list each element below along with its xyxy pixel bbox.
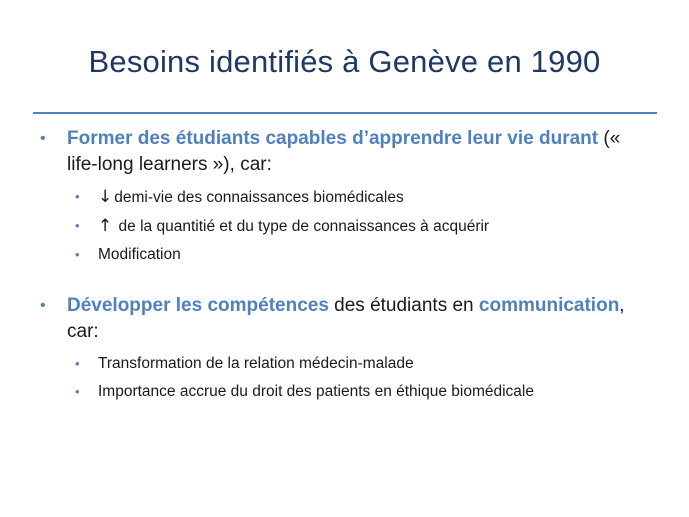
sub-point-1-1 <box>67 183 650 212</box>
sub-point-text: Transformation de la relation médecin-malade <box>98 355 414 372</box>
point-2-highlight: Développer les compétences <box>67 295 329 316</box>
bullet-marker: • <box>40 130 46 147</box>
point-2-highlight-2: communication <box>478 295 620 316</box>
bullet-marker: • <box>40 297 46 314</box>
sub-bullet-marker: • <box>75 247 80 262</box>
point-1-text: (« life-long learners »), car: <box>67 128 621 175</box>
sub-bullet-marker: • <box>75 356 80 371</box>
sub-point-text: de la quantitié et du type de connaissances à acquérir <box>114 218 490 235</box>
sub-point-1-2 <box>67 212 650 241</box>
arrow-down-icon: ↓ <box>98 187 113 207</box>
sub-bullet-marker: • <box>75 218 80 233</box>
slide-title: Besoins identifiés à Genève en 1990 <box>88 44 601 79</box>
sub-point-2-1 <box>67 350 650 378</box>
point-2-text-2: , car: <box>67 295 625 342</box>
sub-point-1-3 <box>67 241 650 269</box>
point-2-text: des étudiants en <box>328 295 479 316</box>
arrow-up-icon: ↑ <box>98 216 113 236</box>
sub-bullet-marker: • <box>75 384 80 399</box>
sub-point-2-2 <box>67 378 650 406</box>
sublist-1 <box>67 183 650 269</box>
title-divider <box>33 112 657 114</box>
sub-point-text: Modification <box>98 246 181 263</box>
sub-point-text: Importance accrue du droit des patients en éthique biomédicale <box>98 383 534 400</box>
bullet-point-2 <box>40 293 650 345</box>
slide-content <box>40 126 650 406</box>
sub-bullet-marker: • <box>75 189 80 204</box>
point-1-highlight: Former des étudiants capables d’apprendre leur vie durant <box>67 128 599 149</box>
sublist-2 <box>67 350 650 406</box>
bullet-point-1 <box>40 126 650 178</box>
sub-point-text: demi-vie des connaissances biomédicales <box>114 189 404 206</box>
